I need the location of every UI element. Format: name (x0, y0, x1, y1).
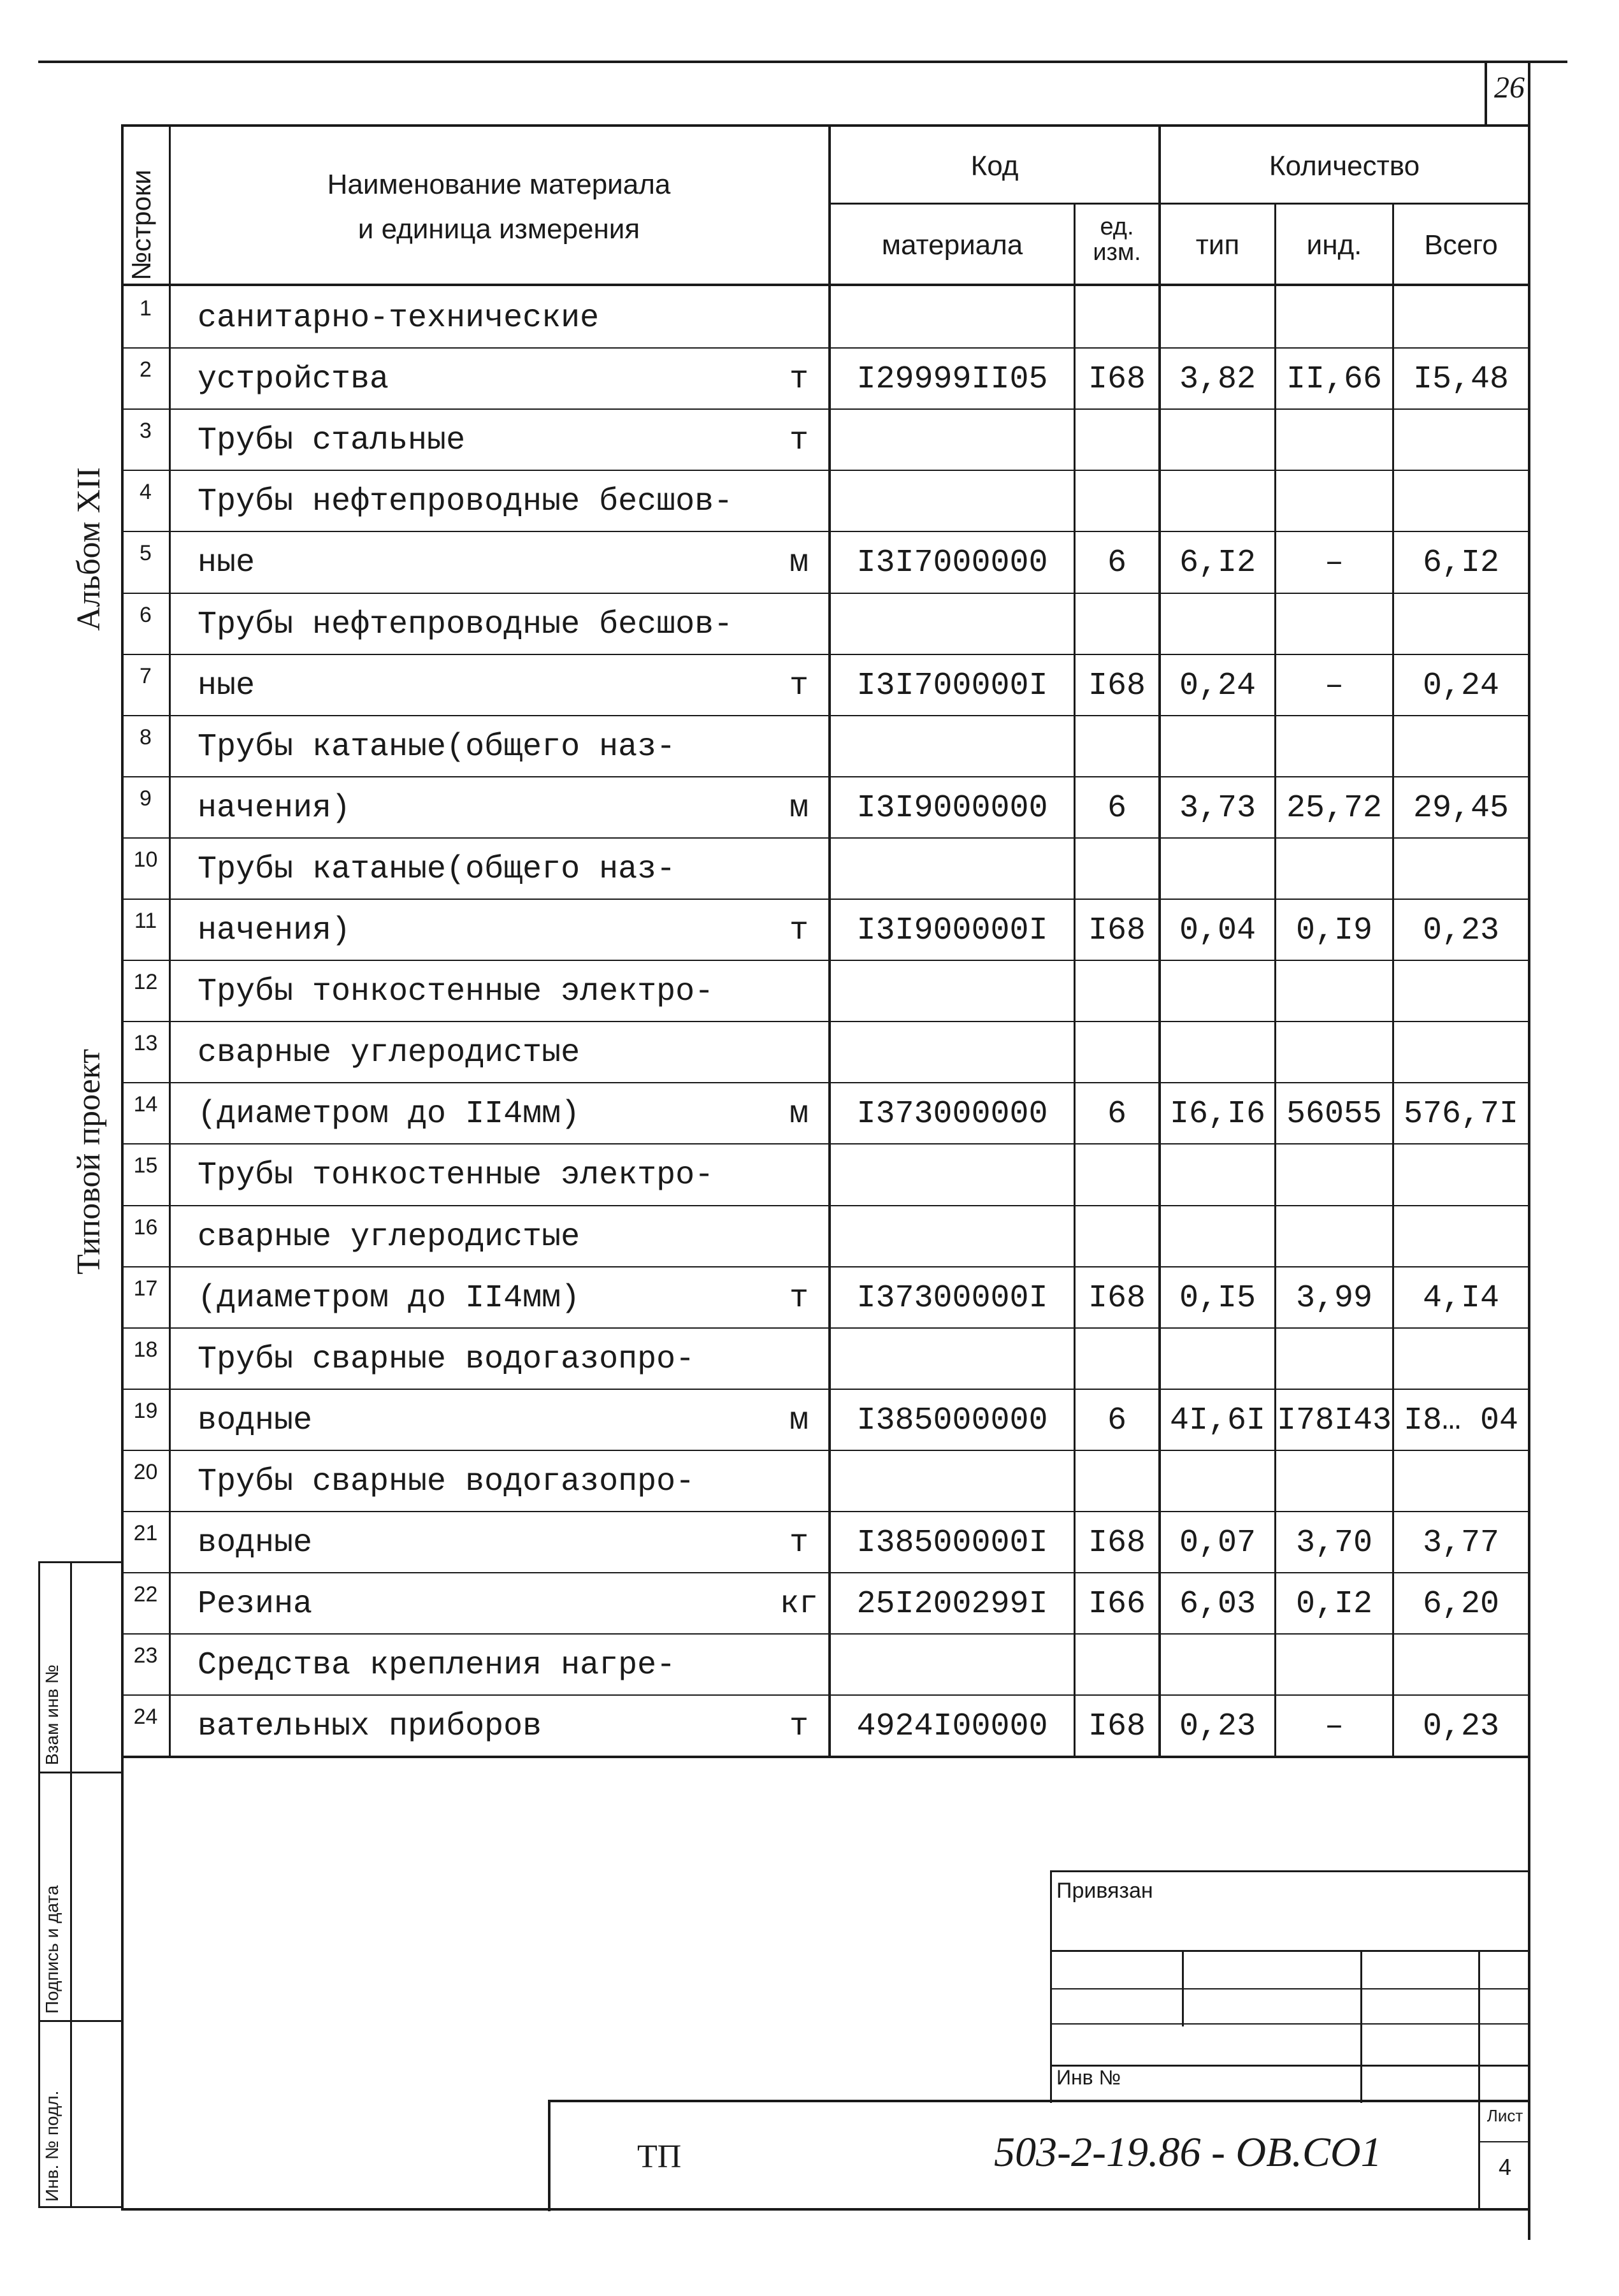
material-unit: м (789, 1096, 809, 1132)
qty-ind: 56055 (1286, 1096, 1383, 1132)
uom-code: I68 (1088, 913, 1146, 949)
material-name: Резина (198, 1586, 313, 1622)
title-block-list-sep (1478, 2141, 1529, 2142)
row-number: 23 (133, 1643, 158, 1668)
qty-type: 0,07 (1179, 1525, 1256, 1561)
margin-stamp-sep-1 (38, 1772, 121, 1773)
material-name: начения) (198, 913, 351, 949)
material-code: I385000000 (856, 1403, 1048, 1439)
stamp-left-line (1050, 1870, 1052, 2103)
row-number: 11 (134, 909, 157, 933)
row-divider (121, 1021, 1529, 1022)
row-divider (121, 1082, 1529, 1083)
qty-total: 3,77 (1422, 1525, 1500, 1561)
tp-label: ТП (637, 2139, 682, 2175)
margin-stamp-outer (38, 1561, 40, 2208)
row-number: 12 (133, 970, 158, 994)
row-divider (121, 347, 1529, 349)
material-code: 4924I00000 (856, 1708, 1048, 1745)
row-divider (121, 408, 1529, 410)
list-label: Лист (1486, 2106, 1523, 2125)
material-name: (диаметром до II4мм) (198, 1280, 580, 1317)
qty-type: 6,I2 (1179, 545, 1256, 581)
title-block-list-divider (1478, 2100, 1480, 2208)
header-code-unit: ед. изм. (1093, 213, 1141, 266)
material-name: ные (198, 668, 255, 704)
material-code: I38500000I (856, 1525, 1048, 1561)
album-label: Альбом XII (71, 467, 107, 631)
row-divider (121, 1694, 1529, 1696)
row-number: 7 (140, 664, 152, 688)
row-divider (121, 1572, 1529, 1573)
qty-type: 3,82 (1179, 361, 1256, 398)
material-name: водные (198, 1403, 313, 1439)
qty-total: 29,45 (1413, 790, 1509, 827)
qty-ind: 0,I2 (1295, 1586, 1373, 1622)
page-number: 26 (1494, 71, 1525, 105)
stamp-col-3 (1478, 1950, 1480, 2103)
row-number: 15 (133, 1153, 158, 1178)
row-number: 8 (140, 725, 152, 749)
material-name: сварные углеродистые (198, 1035, 580, 1071)
row-number: 6 (140, 603, 152, 627)
stamp-row-1 (1050, 1950, 1529, 1952)
qty-ind: – (1324, 668, 1344, 704)
uom-code: I68 (1088, 1525, 1146, 1561)
material-name: Трубы нефтепроводные бесшов- (198, 607, 733, 643)
material-code: I3I9000000 (856, 790, 1048, 827)
header-qty-ind: инд. (1306, 229, 1362, 261)
material-unit: т (789, 668, 809, 704)
qty-total: 6,I2 (1422, 545, 1500, 581)
material-name: Трубы сварные водогазопро- (198, 1341, 695, 1378)
row-number: 17 (133, 1276, 158, 1301)
list-value: 4 (1498, 2154, 1512, 2180)
row-divider (121, 1450, 1529, 1451)
material-unit: т (789, 361, 809, 398)
row-number: 2 (140, 357, 152, 382)
material-name: Трубы нефтепроводные бесшов- (198, 484, 733, 520)
qty-ind: I78I43 (1276, 1403, 1392, 1439)
material-name: Средства крепления нагре- (198, 1647, 676, 1684)
material-code: I37300000I (856, 1280, 1048, 1317)
row-number: 4 (140, 480, 152, 504)
row-divider (121, 1389, 1529, 1390)
row-number: 1 (140, 296, 152, 321)
material-name: Трубы тонкостенные электро- (198, 974, 714, 1010)
project-label: Типовой проект (71, 1049, 107, 1274)
title-block-left (548, 2100, 550, 2211)
header-qty-group: Количество (1269, 150, 1420, 182)
document-code: 503-2-19.86 - ОВ.СО1 (994, 2129, 1382, 2176)
row-number: 19 (133, 1399, 158, 1423)
title-block-bottom (121, 2208, 1529, 2211)
uom-code: 6 (1107, 790, 1126, 827)
qty-total: 0,24 (1422, 668, 1500, 704)
material-unit: т (789, 913, 809, 949)
row-number: 3 (140, 419, 152, 443)
uom-code: I68 (1088, 1280, 1146, 1317)
material-name: (диаметром до II4мм) (198, 1096, 580, 1132)
material-unit: м (789, 1403, 809, 1439)
qty-total: 4,I4 (1422, 1280, 1500, 1317)
material-name: начения) (198, 790, 351, 827)
row-number: 14 (133, 1092, 158, 1116)
header-name-line1: Наименование материала (327, 169, 671, 200)
material-code: I373000000 (856, 1096, 1048, 1132)
title-block-top (548, 2100, 1529, 2102)
header-bottom-line (121, 284, 1529, 286)
row-divider (121, 776, 1529, 777)
col-line-total (1392, 203, 1394, 1756)
privyazan-label: Привязан (1056, 1879, 1153, 1903)
material-unit: т (789, 1280, 809, 1317)
margin-stamp-bottom (38, 2206, 121, 2208)
qty-type: 0,23 (1179, 1708, 1256, 1745)
uom-code: 6 (1107, 545, 1126, 581)
material-name: Трубы стальные (198, 422, 466, 459)
material-code: 25I200299I (856, 1586, 1048, 1622)
qty-ind: II,66 (1286, 361, 1383, 398)
material-name: Трубы катаные(общего наз- (198, 851, 676, 888)
material-name: водные (198, 1525, 313, 1561)
header-qty-total: Всего (1424, 229, 1498, 261)
uom-code: I68 (1088, 668, 1146, 704)
row-number: 13 (133, 1031, 158, 1055)
row-divider (121, 470, 1529, 471)
row-divider (121, 1205, 1529, 1206)
material-name: Трубы сварные водогазопро- (198, 1464, 695, 1500)
material-unit: т (789, 422, 809, 459)
margin-stamp-top (38, 1561, 121, 1563)
row-number: 24 (133, 1705, 158, 1729)
col-line-uom (1074, 203, 1076, 1756)
stamp-row-4 (1050, 2065, 1529, 2067)
row-divider (121, 899, 1529, 900)
row-divider (121, 654, 1529, 655)
header-name-line2: и единица измерения (357, 213, 640, 245)
qty-type: 0,04 (1179, 913, 1256, 949)
material-name: сварные углеродистые (198, 1219, 580, 1255)
row-number: 5 (140, 541, 152, 565)
material-name: устройства (198, 361, 389, 398)
header-code-material: материала (881, 229, 1023, 261)
qty-type: 0,24 (1179, 668, 1256, 704)
header-mid-line (828, 203, 1529, 205)
uom-code: I68 (1088, 1708, 1146, 1745)
qty-type: 6,03 (1179, 1586, 1256, 1622)
stamp-col-2 (1360, 1950, 1362, 2103)
qty-total: 576,7I (1403, 1096, 1519, 1132)
col-line-ind (1274, 203, 1276, 1756)
stamp-row-3 (1050, 2023, 1529, 2025)
stamp-col-1 (1182, 1950, 1184, 2026)
material-unit: т (789, 1525, 809, 1561)
material-unit: м (789, 790, 809, 827)
row-divider (121, 593, 1529, 594)
material-name: ные (198, 545, 255, 581)
vzam-inv-label: Взам инв № (42, 1664, 62, 1765)
header-qty-type: тип (1195, 229, 1240, 261)
qty-ind: – (1324, 1708, 1344, 1745)
uom-code: 6 (1107, 1403, 1126, 1439)
header-code-group: Код (970, 150, 1019, 182)
qty-ind: 0,I9 (1295, 913, 1373, 949)
material-unit: м (789, 545, 809, 581)
material-code: I3I900000I (856, 913, 1048, 949)
material-unit: кг (779, 1586, 818, 1622)
inv-podl-label: Инв. № подл. (42, 2090, 62, 2202)
table-top-border (121, 124, 1529, 127)
qty-total: I8… 04 (1403, 1403, 1519, 1439)
row-divider (121, 960, 1529, 961)
margin-stamp-divider (70, 1561, 72, 2208)
qty-total: 6,20 (1422, 1586, 1500, 1622)
table-bottom-border (121, 1756, 1529, 1758)
material-name: Трубы катаные(общего наз- (198, 729, 676, 765)
qty-ind: 3,99 (1295, 1280, 1373, 1317)
inv-no-label: Инв № (1056, 2066, 1121, 2089)
material-name: Трубы тонкостенные электро- (198, 1157, 714, 1194)
row-number: 10 (133, 848, 158, 872)
qty-ind: 3,70 (1295, 1525, 1373, 1561)
top-frame-line (38, 61, 1567, 63)
row-divider (121, 1511, 1529, 1512)
qty-type: I6,I6 (1169, 1096, 1266, 1132)
material-name: санитарно-технические (198, 300, 600, 336)
row-number: 18 (133, 1338, 158, 1362)
row-number: 9 (140, 786, 152, 811)
row-divider (121, 837, 1529, 839)
row-divider (121, 1327, 1529, 1329)
row-number: 20 (133, 1460, 158, 1484)
row-divider (121, 715, 1529, 716)
material-code: I29999II05 (856, 361, 1048, 398)
stamp-top-line (1050, 1870, 1529, 1872)
row-number: 21 (133, 1521, 158, 1545)
qty-ind: 25,72 (1286, 790, 1383, 827)
material-name: вательных приборов (198, 1708, 542, 1745)
margin-stamp-sep-2 (38, 2020, 121, 2022)
row-divider (121, 1633, 1529, 1635)
row-divider (121, 1143, 1529, 1144)
qty-type: 4I,6I (1169, 1403, 1266, 1439)
row-number: 22 (133, 1582, 158, 1606)
uom-code: 6 (1107, 1096, 1126, 1132)
material-unit: т (789, 1708, 809, 1745)
material-code: I3I7000000 (856, 545, 1048, 581)
qty-type: 0,I5 (1179, 1280, 1256, 1317)
uom-code: I68 (1088, 361, 1146, 398)
qty-total: I5,48 (1413, 361, 1509, 398)
qty-type: 3,73 (1179, 790, 1256, 827)
material-code: I3I700000I (856, 668, 1048, 704)
qty-total: 0,23 (1422, 1708, 1500, 1745)
page-number-box-left (1485, 61, 1487, 124)
podpis-data-label: Подпись и дата (42, 1885, 62, 2014)
row-divider (121, 531, 1529, 532)
row-divider (121, 1266, 1529, 1267)
qty-ind: – (1324, 545, 1344, 581)
row-number: 16 (133, 1215, 158, 1239)
qty-total: 0,23 (1422, 913, 1500, 949)
stamp-row-2 (1050, 1988, 1529, 1989)
uom-code: I66 (1088, 1586, 1146, 1622)
header-row-number: №строки (126, 170, 156, 280)
